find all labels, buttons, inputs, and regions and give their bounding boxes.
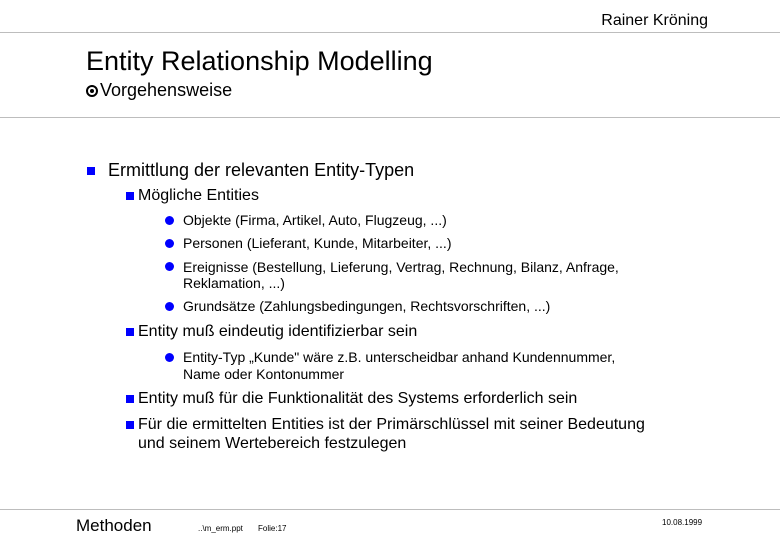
square-bullet-icon [126, 328, 134, 336]
footer-filename: ..\m_erm.ppt [198, 524, 243, 533]
square-bullet-icon [126, 395, 134, 403]
dot-bullet-icon [165, 353, 174, 362]
slide-subtitle [86, 80, 232, 101]
section1-item: Objekte (Firma, Artikel, Auto, Flugzeug, ...) [183, 212, 447, 228]
section1-item: Ereignisse (Bestellung, Lieferung, Vertrag, Rechnung, Bilanz, Anfrage, [183, 259, 619, 275]
slide-title: Entity Relationship Modelling [86, 46, 433, 76]
square-bullet-icon [126, 421, 134, 429]
footer-slide-number: Folie:17 [258, 524, 287, 533]
section4-heading: Für die ermittelten Entities ist der Primärschlüssel mit seiner Bedeutung [138, 416, 645, 433]
section1-item: Grundsätze (Zahlungsbedingungen, Rechtsvorschriften, ...) [183, 298, 551, 314]
section2-item: Entity-Typ „Kunde" wäre z.B. unterscheidbar anhand Kundennummer, [183, 349, 616, 365]
section2-heading: Entity muß eindeutig identifizierbar sein [138, 323, 418, 340]
square-bullet-icon [126, 192, 134, 200]
section2-item-continuation: Name oder Kontonummer [183, 366, 345, 382]
author-name: Rainer Kröning [601, 12, 708, 29]
dot-bullet-icon [165, 302, 174, 311]
dot-bullet-icon [165, 262, 174, 271]
section1-item: Personen (Lieferant, Kunde, Mitarbeiter, ...) [183, 235, 452, 251]
top-rule [0, 32, 780, 33]
dot-bullet-icon [165, 239, 174, 248]
dot-bullet-icon [165, 216, 174, 225]
footer-course: Methoden [76, 516, 152, 535]
section1-heading: Mögliche Entities [138, 187, 259, 204]
subtitle-text: Vorgehensweise [100, 80, 233, 100]
header-rule [0, 117, 780, 118]
radio-icon [86, 85, 98, 97]
section4-heading-continuation: und seinem Wertebereich festzulegen [138, 435, 407, 452]
section3-heading: Entity muß für die Funktionalität des Systems erforderlich sein [138, 390, 578, 407]
footer-date: 10.08.1999 [662, 518, 703, 527]
square-bullet-icon [87, 167, 95, 175]
footer-rule [0, 509, 780, 510]
main-bullet-text: Ermittlung der relevanten Entity-Typen [108, 160, 415, 180]
section1-item-continuation: Reklamation, ...) [183, 275, 285, 291]
